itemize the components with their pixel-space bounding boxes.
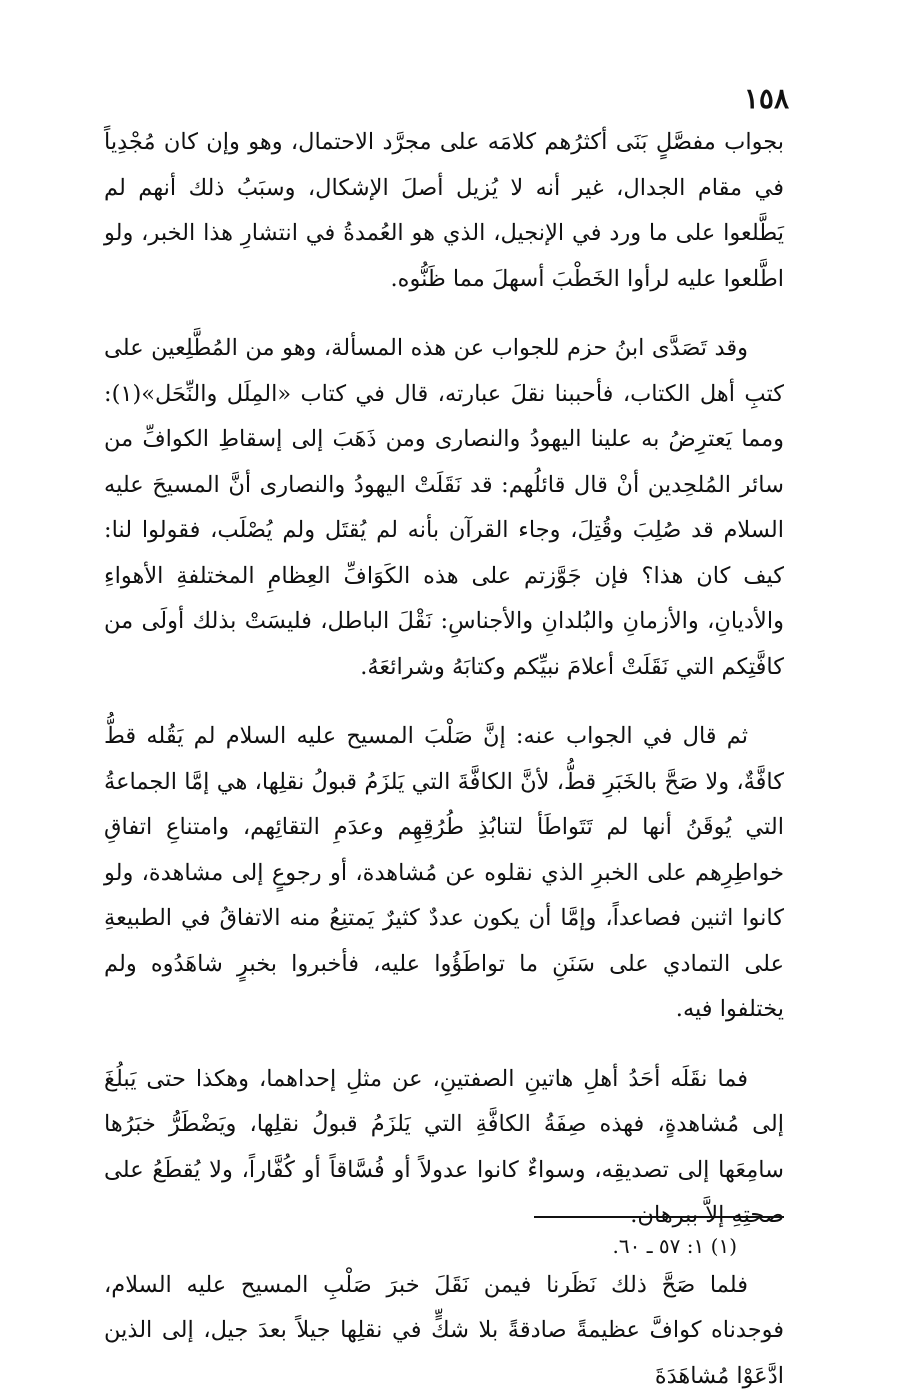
footnote-divider [534, 1216, 784, 1218]
main-text [104, 120, 784, 1399]
footnote: (١) ١: ٥٧ ـ ٦٠. [613, 1234, 738, 1258]
page-number: ١٥٨ [744, 82, 789, 115]
paragraph-3: ثم قال في الجواب عنه: إنَّ صَلْبَ المسيح عليه السلام لم يَقُله قطُّ كافَّةٌ، ولا صَحَّ بالخَبَرِ قطُّ، لأنَّ الكافَّةَ التي يَلزَمُ قبولُ نقلِها، هي إمَّا الجماعةُ التي يُوقَنُ أنها لم تَتَواطَأ لتنابُذِ طُرُقِهِم وعدَمِ التقائِهم، وامتناعِ اتفاقِ خواطِرِهم على الخبرِ الذي نقلوه عن مُشاهدة، أو رجوعٍ إلى مشاهدة، ولو كانوا اثنين فصاعداً، وإمَّا أن يكون عددٌ كثيرٌ يَمتنِعُ منه الاتفاقُ في الطبيعةِ على التمادي على سَنَنِ ما تواطَؤُوا عليه، فأخبروا بخبرٍ شاهَدُوه ولم يختلفوا فيه. [104, 714, 784, 1033]
paragraph-2: وقد تَصَدَّى ابنُ حزم للجواب عن هذه المسألة، وهو من المُطَّلِعين على كتبِ أهل الكتاب، فأحببنا نقلَ عبارته، قال في كتاب «المِلَل والنِّحَل»(١): ومما يَعترِضُ به علينا اليهودُ والنصارى ومن ذَهَبَ إلى إسقاطِ الكوافِّ من سائر المُلحِدين أنْ قال قائلُهم: قد نَقَلَتْ اليهودُ والنصارى أنَّ المسيحَ عليه السلام قد صُلِبَ وقُتِلَ، وجاء القرآن بأنه لم يُقتَل ولم يُصْلَب، فقولوا لنا: كيف كان هذا؟ فإن جَوَّزتم على هذه الكَوَافِّ العِظامِ المختلفةِ الأهواءِ والأديانِ، والأزمانِ والبُلدانِ والأجناسِ: نَقْلَ الباطل، فليسَتْ بذلك أولَى من كافَّتِكم التي نَقَلَتْ أعلامَ نبيِّكم وكتابَهُ وشرائعَهُ. [104, 326, 784, 690]
paragraph-5: فلما صَحَّ ذلك نَظَرنا فيمن نَقَلَ خبرَ صَلْبِ المسيح عليه السلام، فوجدناه كوافَّ عظيمةً صادقةً بلا شكٍّ في نقلِها جيلاً بعدَ جيل، إلى الذين ادَّعَوْا مُشاهَدَةَ [104, 1263, 784, 1399]
paragraph-4: فما نقَلَه أحَدُ أهلِ هاتينِ الصفتينِ، عن مثلِ إحداهما، وهكذا حتى يَبلُغَ إلى مُشاهدةٍ، فهذه صِفَةُ الكافَّةِ التي يَلزَمُ قبولُ نقلِها، ويَضْطَرُّ خبَرُها سامِعَها إلى تصديقِه، وسواءٌ كانوا عدولاً أو فُسَّاقاً أو كُفَّاراً، ولا يُقطَعُ على صحتِهِ إلاَّ ببرهان. [104, 1057, 784, 1239]
paragraph-1: بجواب مفصَّلٍ بَنَى أكثرُهم كلامَه على مجرَّد الاحتمال، وهو وإن كان مُجْدِياً في مقام الجدال، غير أنه لا يُزيل أصلَ الإشكال، وسبَبُ ذلك أنهم لم يَطَّلعوا على ما ورد في الإنجيل، الذي هو العُمدةُ في انتشارِ هذا الخبر، ولو اطَّلعوا عليه لرأوا الخَطْبَ أسهلَ مما ظَنُّوه. [104, 120, 784, 302]
